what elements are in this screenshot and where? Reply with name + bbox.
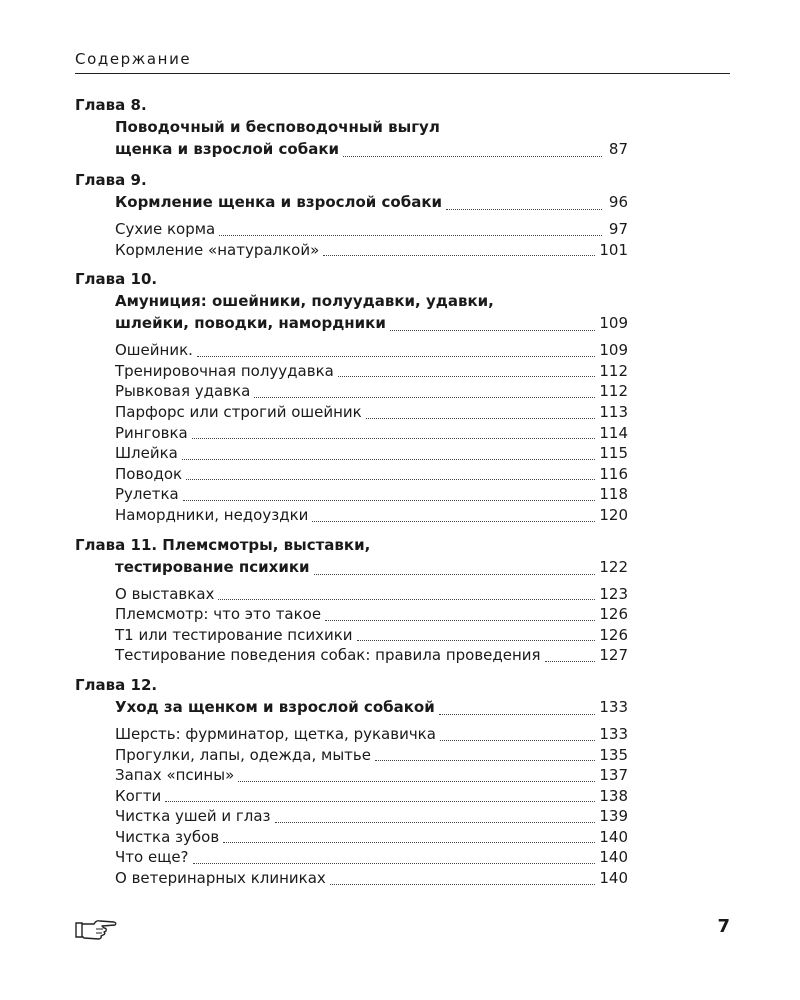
toc-entry[interactable] xyxy=(75,505,628,526)
toc-entry[interactable] xyxy=(75,240,628,261)
toc-entry[interactable] xyxy=(75,443,628,464)
dot-leader xyxy=(545,660,596,662)
page-ref: 87 xyxy=(608,140,628,158)
table-of-contents xyxy=(75,94,628,897)
page-ref: 133 xyxy=(599,697,628,716)
entry-title: Парфорс или строгий ошейник xyxy=(115,402,362,421)
dot-leader xyxy=(325,619,595,621)
dot-leader xyxy=(366,417,596,419)
dot-leader xyxy=(357,639,596,641)
page-ref: 137 xyxy=(599,766,628,785)
header-divider xyxy=(75,73,730,74)
toc-entry[interactable] xyxy=(75,423,628,444)
chapter-section xyxy=(75,534,628,666)
dot-leader xyxy=(312,520,595,522)
dot-leader xyxy=(193,862,596,864)
chapter-label: Глава 8. xyxy=(75,96,147,114)
dot-leader xyxy=(314,573,596,575)
dot-leader xyxy=(218,598,595,600)
page-ref: 122 xyxy=(599,557,628,576)
chapter-section xyxy=(75,169,628,260)
page-ref: 109 xyxy=(599,341,628,360)
page-ref: 126 xyxy=(599,625,628,644)
toc-entry[interactable] xyxy=(75,340,628,361)
page-number: 7 xyxy=(717,916,730,937)
dot-leader xyxy=(165,800,595,802)
toc-entry[interactable] xyxy=(75,724,628,745)
page-ref: 140 xyxy=(599,848,628,867)
dot-leader xyxy=(323,254,595,256)
dot-leader xyxy=(186,478,595,480)
chapter-section xyxy=(75,674,628,889)
page-ref: 123 xyxy=(599,584,628,603)
toc-entry[interactable] xyxy=(75,765,628,786)
dot-leader xyxy=(183,499,596,501)
dot-leader xyxy=(446,208,602,210)
toc-entry[interactable] xyxy=(75,827,628,848)
toc-entry[interactable] xyxy=(75,604,628,625)
entry-title: Шлейка xyxy=(115,444,178,463)
entry-title: Рывковая удавка xyxy=(115,382,251,401)
chapter-label: Глава 10. xyxy=(75,270,158,289)
page-ref: 114 xyxy=(599,423,628,442)
dot-leader xyxy=(338,375,596,377)
dot-leader xyxy=(390,329,595,331)
chapter-title: шлейки, поводки, намордники xyxy=(115,314,386,333)
page-ref: 140 xyxy=(599,827,628,846)
toc-entry[interactable] xyxy=(75,464,628,485)
entry-title: Рулетка xyxy=(115,485,179,504)
entry-title: Прогулки, лапы, одежда, мытье xyxy=(115,745,371,764)
page-ref: 126 xyxy=(599,605,628,624)
page-ref: 127 xyxy=(599,646,628,665)
dot-leader xyxy=(439,713,596,715)
dot-leader xyxy=(254,396,595,398)
entry-title: Тренировочная полуудавка xyxy=(115,361,334,380)
chapter-section xyxy=(75,268,628,525)
dot-leader xyxy=(440,739,595,741)
toc-entry[interactable] xyxy=(75,381,628,402)
page-ref: 101 xyxy=(599,240,628,259)
dot-leader xyxy=(330,883,596,885)
entry-title: Поводок xyxy=(115,464,183,483)
toc-entry[interactable] xyxy=(75,847,628,868)
page-ref: 140 xyxy=(599,869,628,888)
entry-title: Тестирование поведения собак: правила проведения xyxy=(115,646,541,665)
toc-entry[interactable] xyxy=(75,484,628,505)
chapter-title: Уход за щенком и взрослой собакой xyxy=(115,697,435,716)
entry-title: Ошейник. xyxy=(115,341,193,360)
chapter-title-entry[interactable] xyxy=(75,138,628,161)
page-ref: 115 xyxy=(599,444,628,463)
chapter-title-entry[interactable] xyxy=(75,312,628,335)
toc-entry[interactable] xyxy=(75,219,628,240)
toc-entry[interactable] xyxy=(75,402,628,423)
entry-title: Т1 или тестирование психики xyxy=(115,625,353,644)
chapter-title-entry[interactable] xyxy=(75,191,628,214)
dot-leader xyxy=(343,155,602,157)
entry-title: Племсмотр: что это такое xyxy=(115,605,322,624)
page-ref: 120 xyxy=(599,505,628,524)
page-ref: 116 xyxy=(599,464,628,483)
pointing-hand-icon xyxy=(74,915,118,943)
chapter-title: щенка и взрослой собаки xyxy=(115,140,340,158)
entry-title: Сухие корма xyxy=(115,220,216,238)
toc-entry[interactable] xyxy=(75,868,628,889)
toc-entry[interactable] xyxy=(75,361,628,382)
toc-entry[interactable] xyxy=(75,806,628,827)
chapter-title-line: Амуниция: ошейники, полуудавки, удавки, xyxy=(115,292,494,311)
entry-title: Намордники, недоуздки xyxy=(115,505,309,524)
toc-entry[interactable] xyxy=(75,786,628,807)
page-ref: 97 xyxy=(608,220,628,238)
dot-leader xyxy=(192,437,596,439)
entry-title: Чистка ушей и глаз xyxy=(115,807,271,826)
dot-leader xyxy=(197,355,595,357)
running-header: Содержание xyxy=(75,50,192,68)
entry-title: Когти xyxy=(115,786,162,805)
page-ref: 118 xyxy=(599,485,628,504)
page-ref: 109 xyxy=(599,314,628,333)
page-ref: 135 xyxy=(599,745,628,764)
entry-title: О ветеринарных клиниках xyxy=(115,869,326,888)
page-ref: 133 xyxy=(599,724,628,743)
toc-entry[interactable] xyxy=(75,584,628,605)
chapter-label: Глава 11. Племсмотры, выставки, xyxy=(75,535,371,554)
chapter-title-entry[interactable] xyxy=(75,556,628,579)
page-ref: 112 xyxy=(599,382,628,401)
entry-title: Ринговка xyxy=(115,423,188,442)
page-ref: 113 xyxy=(599,402,628,421)
chapter-section xyxy=(75,94,628,161)
entry-title: Кормление «натуралкой» xyxy=(115,240,320,259)
entry-title: О выставках xyxy=(115,584,215,603)
entry-title: Чистка зубов xyxy=(115,827,220,846)
page-ref: 139 xyxy=(599,807,628,826)
chapter-label: Глава 12. xyxy=(75,675,158,694)
page-ref: 138 xyxy=(599,786,628,805)
entry-title: Запах «псины» xyxy=(115,766,235,785)
dot-leader xyxy=(238,780,595,782)
entry-title: Шерсть: фурминатор, щетка, рукавичка xyxy=(115,724,436,743)
toc-entry[interactable] xyxy=(75,645,628,666)
page-ref: 96 xyxy=(608,193,628,211)
chapter-title-entry[interactable] xyxy=(75,696,628,719)
chapter-title: тестирование психики xyxy=(115,557,310,576)
page-ref: 112 xyxy=(599,361,628,380)
chapter-label: Глава 9. xyxy=(75,171,147,189)
toc-entry[interactable] xyxy=(75,625,628,646)
chapter-title-line: Поводочный и бесповодочный выгул xyxy=(115,118,440,136)
chapter-title: Кормление щенка и взрослой собаки xyxy=(115,193,443,211)
dot-leader xyxy=(182,458,596,460)
toc-entry[interactable] xyxy=(75,745,628,766)
dot-leader xyxy=(275,821,596,823)
dot-leader xyxy=(223,841,595,843)
dot-leader xyxy=(375,759,595,761)
dot-leader xyxy=(219,234,602,236)
entry-title: Что еще? xyxy=(115,848,189,867)
